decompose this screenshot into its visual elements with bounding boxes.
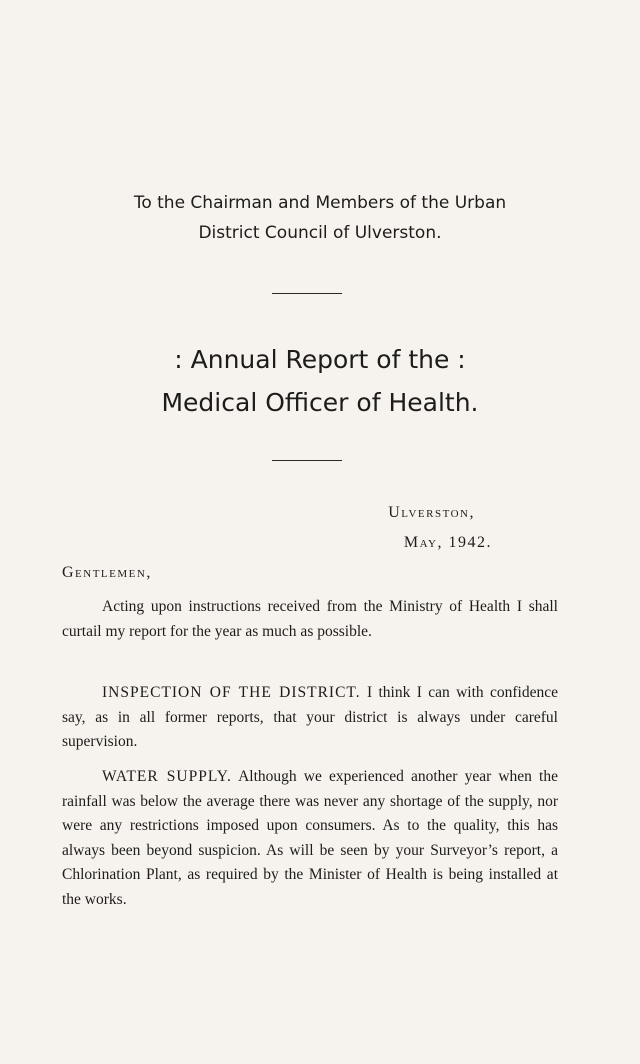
divider-top	[272, 293, 342, 294]
letter-salutation: Gentlemen,	[62, 564, 152, 581]
paragraph-inspection	[62, 681, 558, 755]
paragraph-intro	[62, 595, 558, 644]
paragraph-intro-text: Acting upon instructions received from the Ministry of Health I shall curtail my report for the year as much as possible.	[62, 598, 558, 640]
water-supply-heading: WATER SUPPLY.	[102, 768, 232, 785]
letter-place: Ulverston,	[388, 504, 475, 521]
divider-bottom	[272, 460, 342, 461]
paragraph-water-supply	[62, 765, 558, 912]
inspection-heading: INSPECTION OF THE DISTRICT.	[102, 684, 361, 701]
address-block	[40, 188, 600, 248]
report-title-line-2: Medical Officer of Health.	[161, 388, 479, 417]
letter-date: May, 1942.	[403, 534, 492, 551]
report-title	[40, 338, 600, 424]
address-line-1: To the Chairman and Members of the Urban	[133, 193, 507, 213]
report-title-line-1: : Annual Report of the :	[174, 345, 466, 374]
inspection-body: I think I can with confidence say, as in all former reports, that your district is always under careful supervision.	[62, 684, 558, 750]
water-supply-body: Although we experienced another year when the rainfall was below the average there was never any shortage of the supply, nor were any restrictions imposed upon consumers. As to the quality, this has always been beyond suspicion. As will be seen by your Surveyor’s report, a Chlorination Plant, as required by the Minister of Health is being installed at the works.	[62, 768, 558, 908]
address-line-2: District Council of Ulverston.	[198, 223, 442, 243]
